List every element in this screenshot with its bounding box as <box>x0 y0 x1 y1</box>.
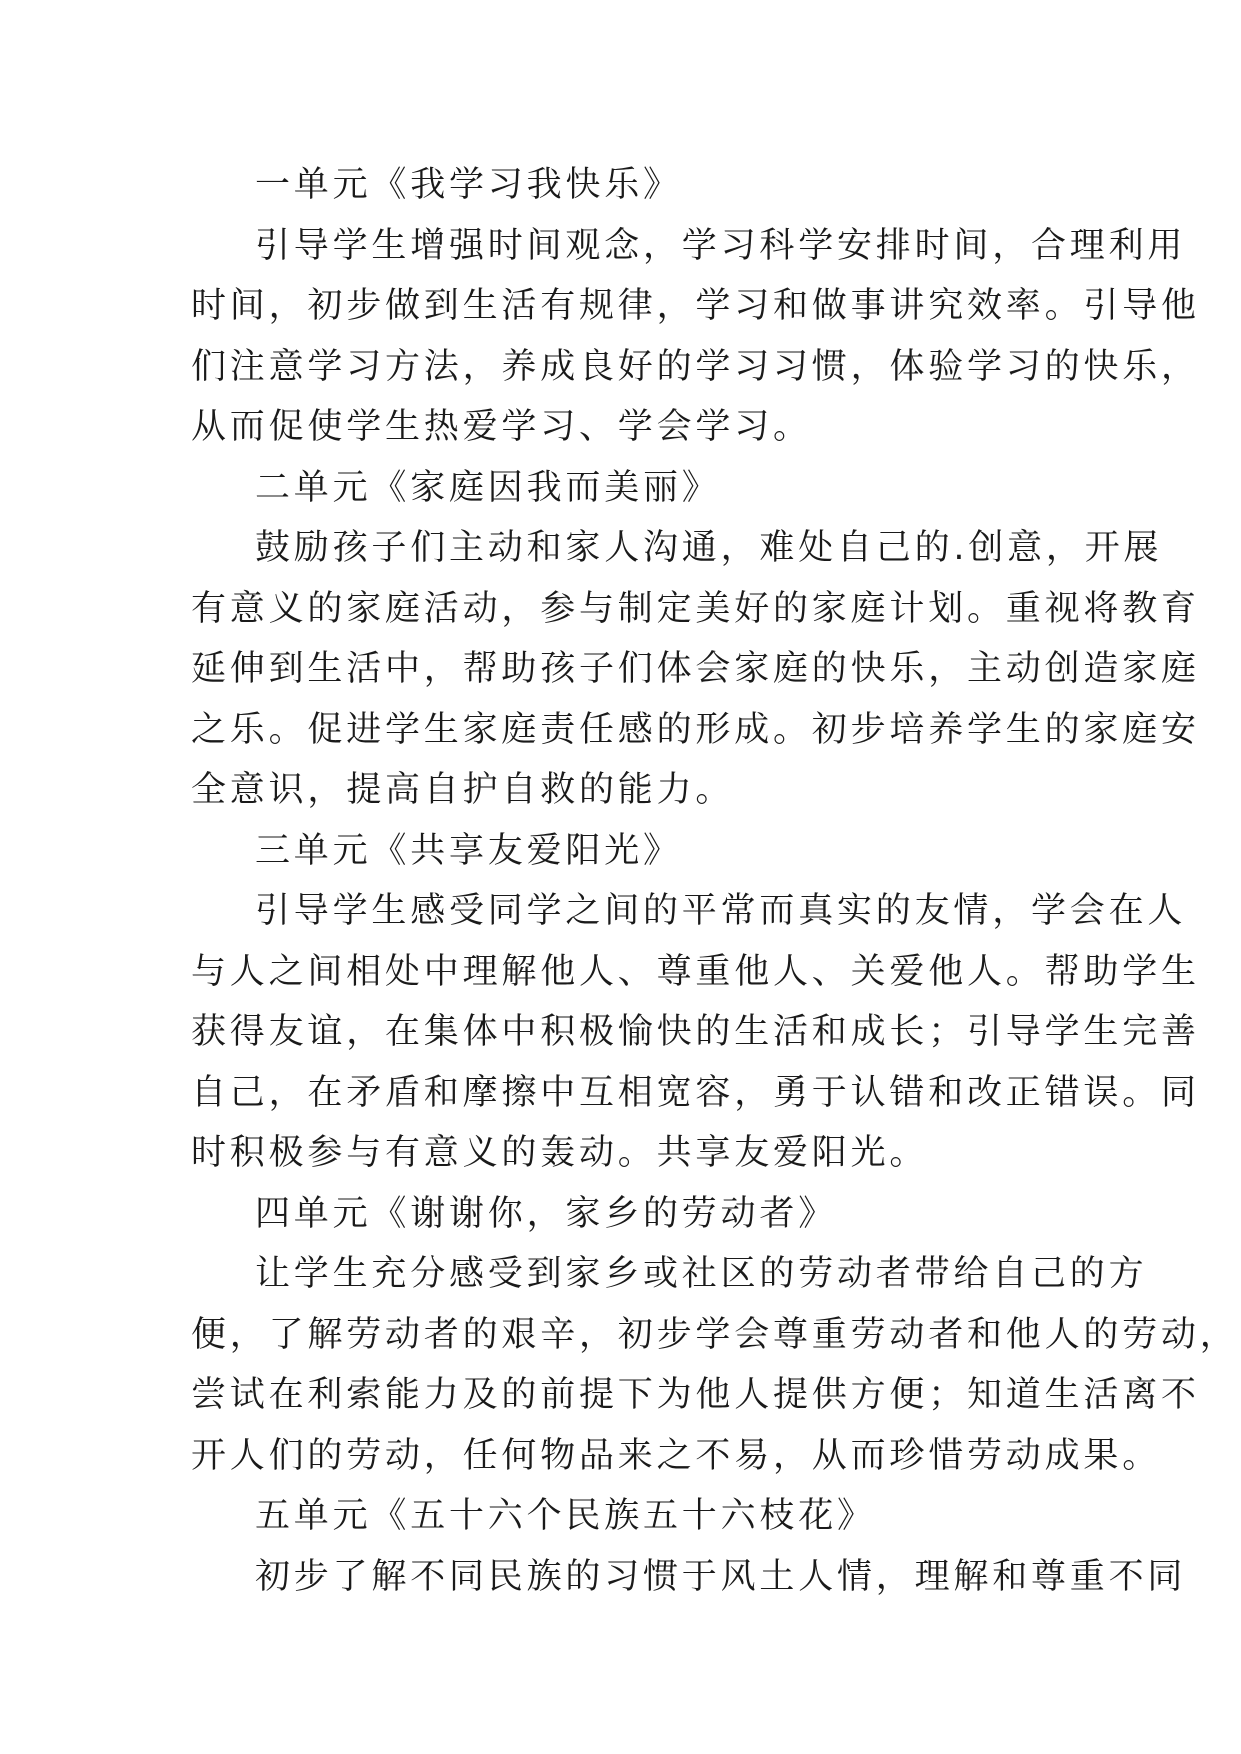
text-line: 获得友谊，在集体中积极愉快的生活和成长；引导学生完善 <box>191 1012 1200 1052</box>
text-line: 之乐。促进学生家庭责任感的形成。初步培养学生的家庭安 <box>191 709 1200 750</box>
text-line: 引导学生感受同学之间的平常而真实的友情，学会在人 <box>255 891 1187 931</box>
text-line: 全意识，提高自护自救的能力。 <box>191 770 735 810</box>
unit-heading: 五单元《五十六个民族五十六枝花》 <box>255 1496 876 1536</box>
text-line: 们注意学习方法，养成良好的学习习惯，体验学习的快乐， <box>191 346 1200 387</box>
text-line: 从而促使学生热爱学习、学会学习。 <box>191 407 812 447</box>
text-line: 让学生充分感受到家乡或社区的劳动者带给自己的方 <box>255 1254 1148 1294</box>
text-line: 尝试在利索能力及的前提下为他人提供方便；知道生活离不 <box>191 1375 1200 1415</box>
text-line: 鼓励孩子们主动和家人沟通，难处自己的.创意，开展 <box>255 528 1163 568</box>
unit-heading: 二单元《家庭因我而美丽》 <box>255 467 721 508</box>
text-line: 引导学生增强时间观念，学习科学安排时间，合理利用 <box>255 225 1187 266</box>
text-line: 有意义的家庭活动，参与制定美好的家庭计划。重视将教育 <box>191 588 1200 629</box>
text-line: 开人们的劳动，任何物品来之不易，从而珍惜劳动成果。 <box>191 1435 1162 1476</box>
text-line: 时间，初步做到生活有规律，学习和做事讲究效率。引导他 <box>191 286 1200 326</box>
document-body <box>191 155 1239 1607</box>
text-line: 便，了解劳动者的艰辛，初步学会尊重劳动者和他人的劳动， <box>191 1314 1239 1355</box>
unit-heading: 四单元《谢谢你，家乡的劳动者》 <box>255 1193 838 1234</box>
text-line: 自己，在矛盾和摩擦中互相宽容，勇于认错和改正错误。同 <box>191 1072 1200 1113</box>
text-line: 与人之间相处中理解他人、尊重他人、关爱他人。帮助学生 <box>191 951 1200 992</box>
unit-heading: 一单元《我学习我快乐》 <box>255 165 682 205</box>
text-line: 初步了解不同民族的习惯于风土人情，理解和尊重不同 <box>255 1556 1187 1597</box>
text-line: 时积极参与有意义的轰动。共享友爱阳光。 <box>191 1133 929 1173</box>
text-line: 延伸到生活中，帮助孩子们体会家庭的快乐，主动创造家庭 <box>191 649 1200 689</box>
unit-heading: 三单元《共享友爱阳光》 <box>255 830 682 871</box>
